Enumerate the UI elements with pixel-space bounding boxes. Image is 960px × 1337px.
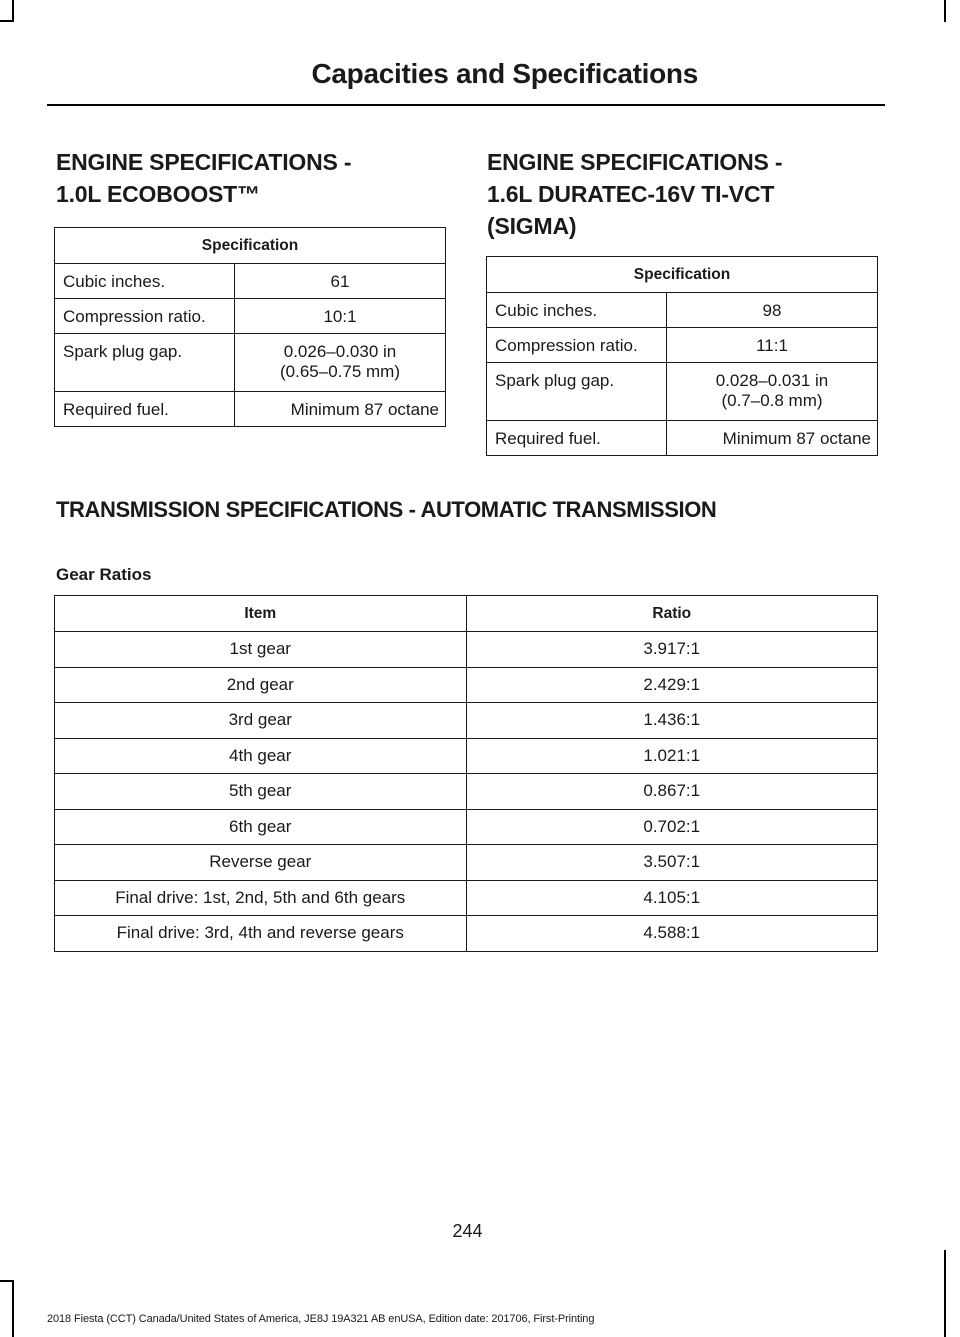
- table-row: [55, 880, 878, 916]
- gear-item-cell: Reverse gear: [55, 845, 467, 881]
- table-row: Cubic inches. 61: [55, 264, 446, 299]
- engine2-heading: ENGINE SPECIFICATIONS - 1.6L DURATEC-16V TI-VCT (SIGMA): [487, 149, 783, 239]
- gear-item-cell: 1st gear: [55, 632, 467, 668]
- crop-mark: [12, 0, 14, 22]
- table-row: Spark plug gap. 0.026–0.030 in (0.65–0.75 mm): [55, 334, 446, 392]
- engine1-spec-table: [54, 227, 446, 427]
- engine1-heading: ENGINE SPECIFICATIONS - 1.0L ECOBOOST™: [56, 149, 352, 207]
- table-row: [55, 809, 878, 845]
- gear-item-cell: 2nd gear: [55, 667, 467, 703]
- gear-ratio-cell: 0.702:1: [466, 809, 878, 845]
- table-row: Compression ratio. 10:1: [55, 299, 446, 334]
- title-divider: [47, 104, 885, 106]
- gear-ratio-cell: 1.021:1: [466, 738, 878, 774]
- table-row: [55, 845, 878, 881]
- table-row: Spark plug gap. 0.028–0.031 in (0.7–0.8 mm): [487, 363, 878, 421]
- page-title: Capacities and Specifications: [311, 58, 698, 89]
- crop-mark: [12, 1280, 14, 1337]
- table-header: Specification: [487, 257, 878, 293]
- crop-mark: [0, 1280, 14, 1282]
- gear-item-cell: 4th gear: [55, 738, 467, 774]
- table-row: [55, 916, 878, 952]
- table-header: Specification: [55, 228, 446, 264]
- page-number: 244: [452, 1221, 483, 1241]
- gear-ratio-cell: 4.588:1: [466, 916, 878, 952]
- column-header-ratio: Ratio: [466, 596, 878, 632]
- gear-ratio-cell: 2.429:1: [466, 667, 878, 703]
- gear-item-cell: 3rd gear: [55, 703, 467, 739]
- table-row: Compression ratio. 11:1: [487, 328, 878, 363]
- table-row: Required fuel. Minimum 87 octane: [487, 421, 878, 456]
- gear-item-cell: Final drive: 3rd, 4th and reverse gears: [55, 916, 467, 952]
- crop-mark: [0, 20, 14, 22]
- gear-item-cell: 6th gear: [55, 809, 467, 845]
- table-row: [55, 632, 878, 668]
- table-row: [55, 703, 878, 739]
- gear-ratio-cell: 3.917:1: [466, 632, 878, 668]
- crop-mark: [944, 1250, 946, 1337]
- table-row: [55, 667, 878, 703]
- table-row: Cubic inches. 98: [487, 293, 878, 328]
- gear-ratio-cell: 1.436:1: [466, 703, 878, 739]
- gear-ratios-subheading: Gear Ratios: [56, 565, 152, 584]
- gear-ratio-cell: 4.105:1: [466, 880, 878, 916]
- transmission-heading: TRANSMISSION SPECIFICATIONS - AUTOMATIC TRANSMISSION: [56, 497, 717, 522]
- crop-mark: [944, 0, 946, 22]
- gear-ratio-cell: 3.507:1: [466, 845, 878, 881]
- gear-ratio-cell: 0.867:1: [466, 774, 878, 810]
- table-row: [55, 738, 878, 774]
- gear-ratio-table: [54, 595, 878, 952]
- table-row: [55, 774, 878, 810]
- footer-text: 2018 Fiesta (CCT) Canada/United States of America, JE8J 19A321 AB enUSA, Edition date: 201706, First-Printing: [47, 1313, 595, 1325]
- column-header-item: Item: [55, 596, 467, 632]
- gear-item-cell: Final drive: 1st, 2nd, 5th and 6th gears: [55, 880, 467, 916]
- engine2-spec-table: [486, 256, 878, 456]
- table-row: Required fuel. Minimum 87 octane: [55, 392, 446, 427]
- gear-item-cell: 5th gear: [55, 774, 467, 810]
